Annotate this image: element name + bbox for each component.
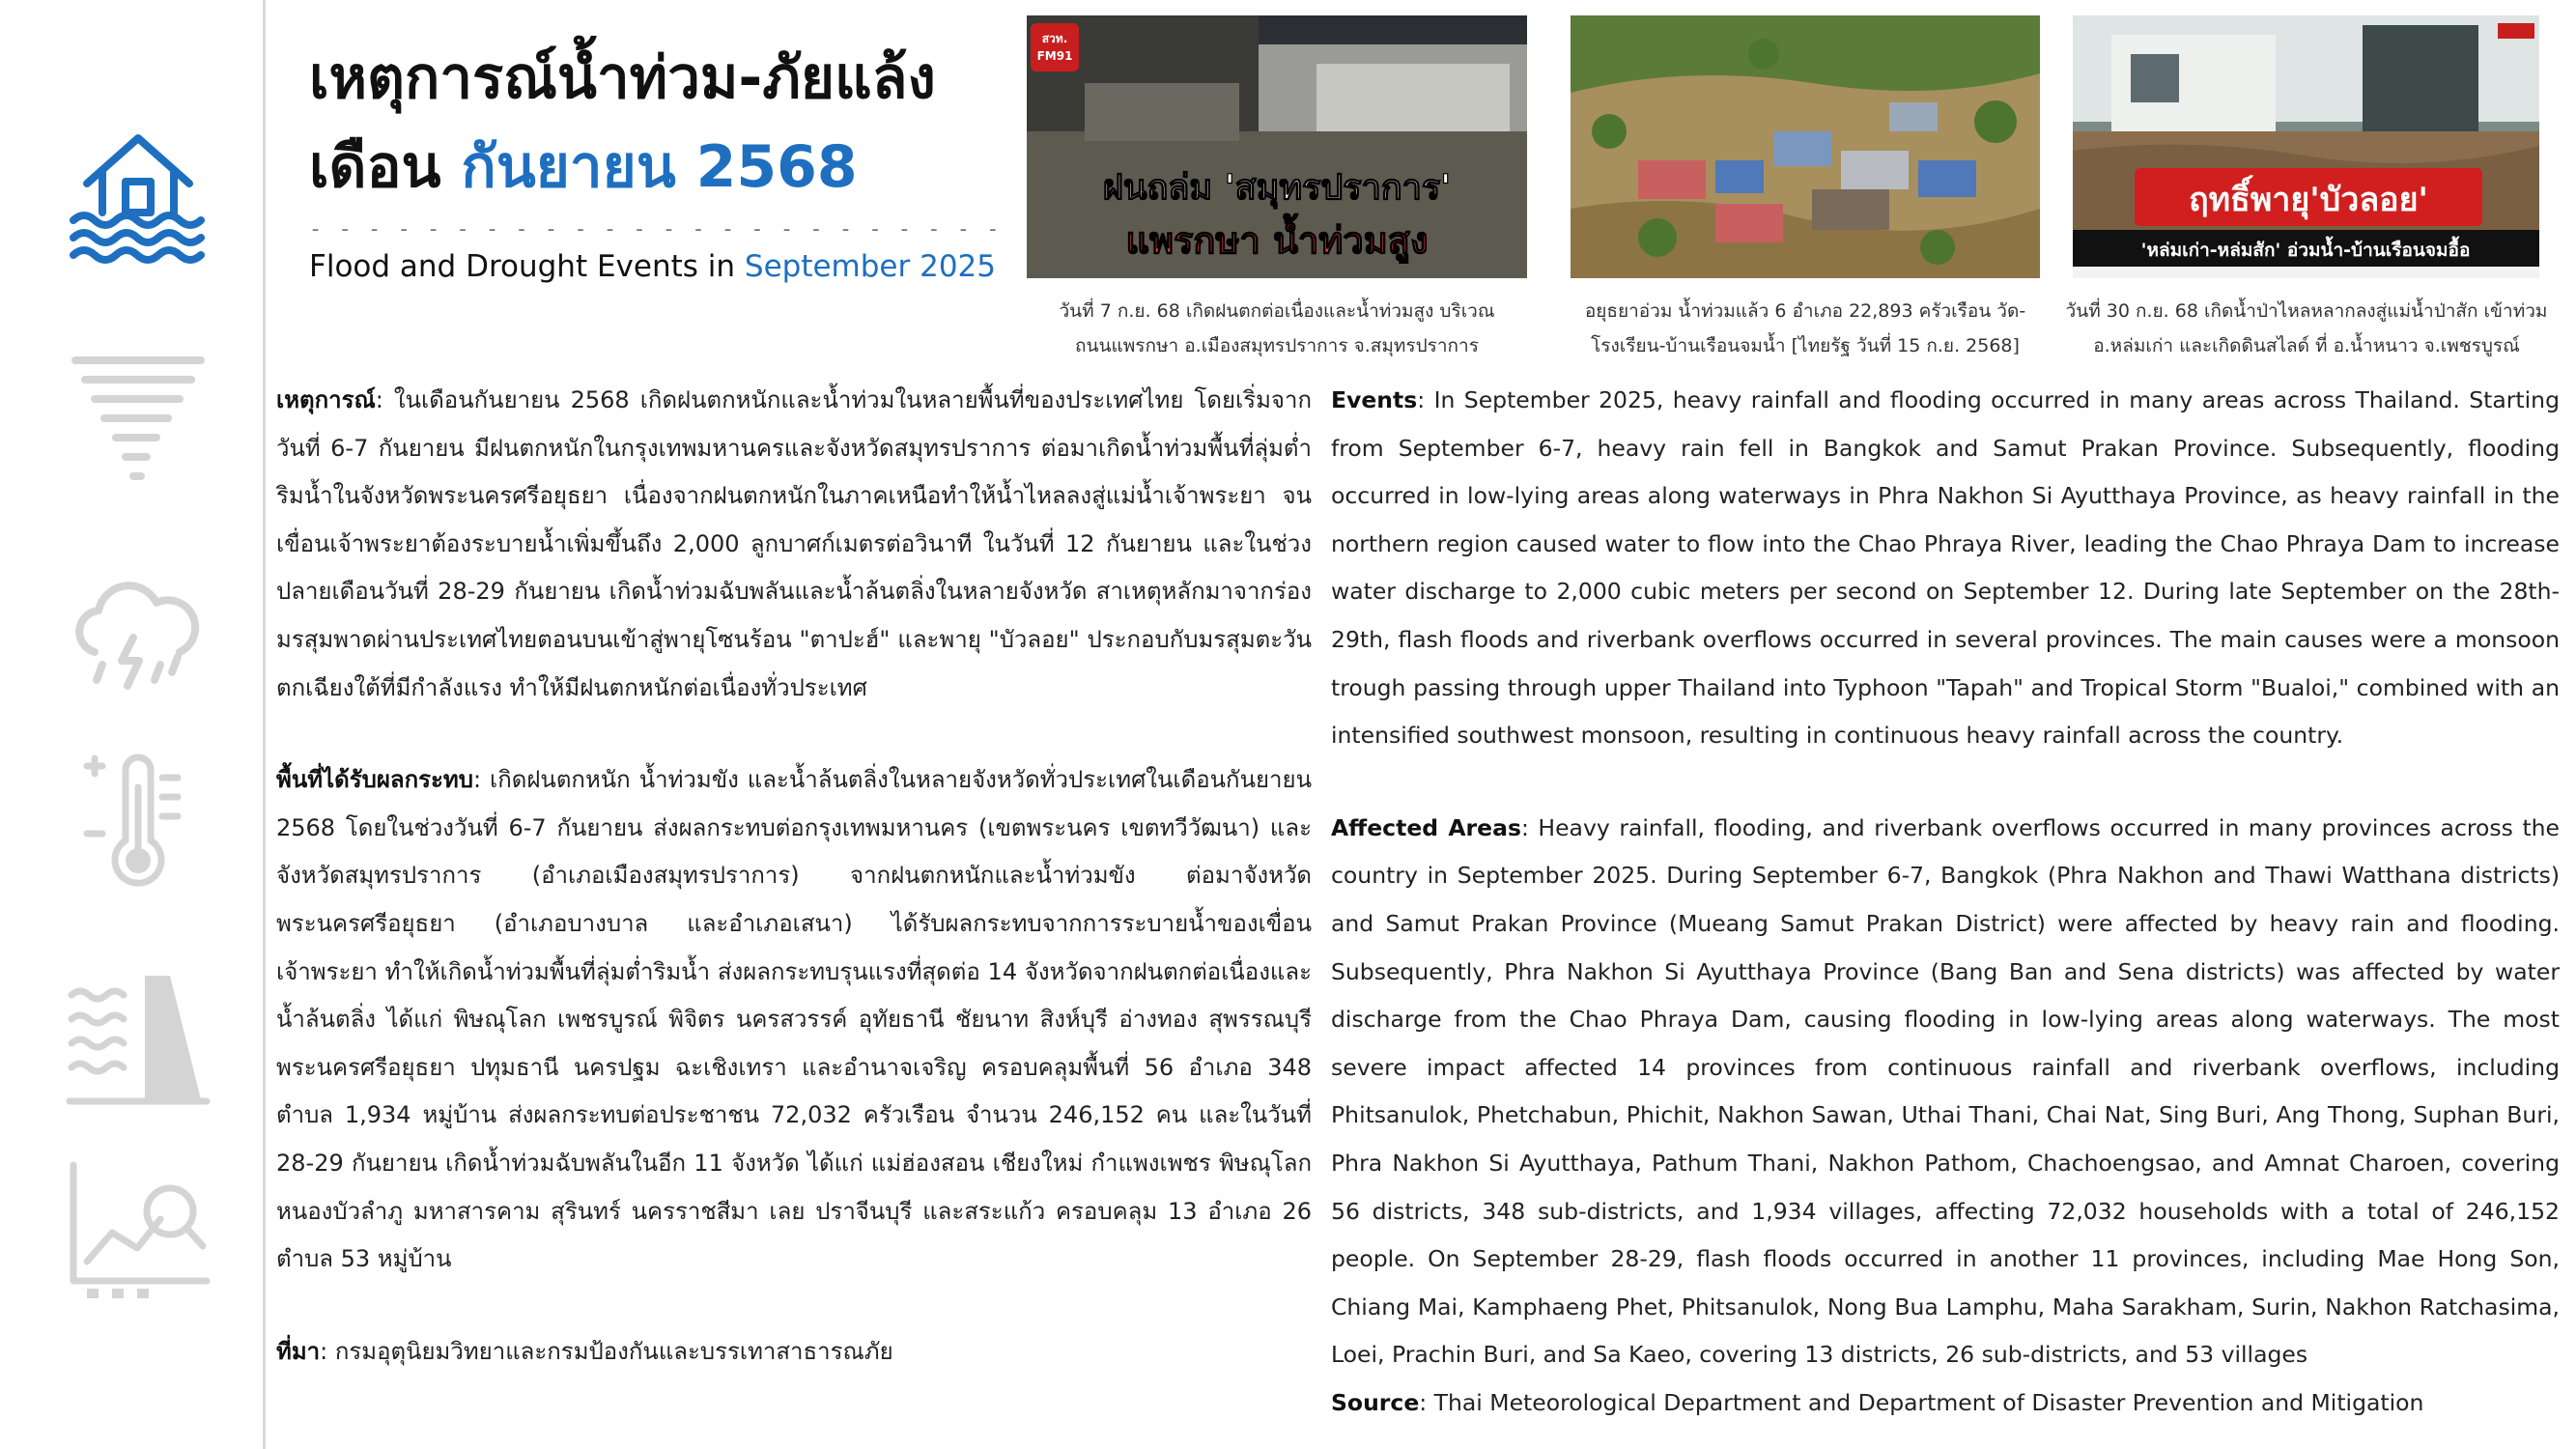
caption-line: ถนนแพรกษา อ.เมืองสมุทรปราการ จ.สมุทรปราการ [1075, 335, 1479, 356]
page-subtitle [309, 249, 1005, 284]
thai-events-text: : ในเดือนกันยายน 2568 เกิดฝนตกหนักและน้ำท่วมในหลายพื้นที่ของประเทศไทย โดยเริ่มจากวันที่ 6-7 กันยายน มีฝนตกหนักในกรุงเทพมหานครและจังหวัดสมุทรปราการ ต่อมาเกิดน้ำท่วมพื้นที่ลุ่มต่ำริมน้ำในจังหวัดพระนครศรีอยุธยา เนื่องจากฝนตกหนักในภาคเหนือทำให้น้ำไหลลงสู่แม่น้ำเจ้าพระยา จนเขื่อนเจ้าพระยาต้องระบายน้ำเพิ่มขึ้นถึง 2,000 ลูกบาศก์เมตรต่อวินาที ในวันที่ 12 กันยายน และในช่วงปลายเดือนวันที่ 28-29 กันยายน เกิดน้ำท่วมฉับพลันและน้ำล้นตลิ่งในหลายจังหวัด สาเหตุหลักมาจากร่องมรสุมพาดผ่านประเทศไทยตอนบนเข้าสู่พายุโซนร้อน "ตาปะฮ์" และพายุ "บัวลอย" ประกอบกับมรสุมตะวันตกเฉียงใต้ที่มีกำลังแรง ทำให้มีฝนตกหนักต่อเนื่องทั่วประเทศ [276, 386, 1312, 701]
sidebar-divider [263, 0, 266, 1449]
photo-1[interactable] [1027, 15, 1527, 278]
photo-caption-2 [1571, 294, 2040, 363]
aerial-flood-village-image [1571, 15, 2040, 278]
photo-headline: ฤทธิ์พายุ'บัวลอย' [2189, 181, 2428, 219]
thai-source-label: ที่มา [276, 1337, 321, 1365]
english-affected-label: Affected Areas [1331, 813, 1521, 841]
thai-source-text: : กรมอุตุนิยมวิทยาและกรมป้องกันและบรรเทาสาธารณภัย [320, 1337, 893, 1365]
thermometer-icon[interactable] [66, 749, 211, 894]
badge-line: สวท. [1041, 32, 1068, 45]
page-title-line1: เหตุการณ์น้ำท่วม-ภัยแล้ง [309, 44, 936, 112]
subtitle-accent: September 2025 [744, 249, 997, 284]
title-block [309, 34, 1005, 284]
title-prefix: เดือน [309, 133, 462, 201]
english-events-text: : In September 2025, heavy rainfall and flooding occurred in many areas across Thailand. Starting from September 6-7, heavy rain fell in Bangkok and Samut Prakan Province. Subsequently, flooding occurred in low-lying areas along waterways in Phra Nakhon Si Ayutthaya Province, as heavy rainfall in the northern region caused water to flow into the Chao Phraya River, leading the Chao Phraya Dam to increase water discharge to 2,000 cubic meters per second on September 12. During late September on the 28th-29th, flash floods and riverbank overflows occurred in several provinces. The main causes were a monsoon trough passing through upper Thailand into Typhoon "Tapah" and Tropical Storm "Bualoi," combined with an intensified southwest monsoon, resulting in continuous heavy rainfall across the country. [1331, 386, 2560, 750]
page-title-line2 [309, 123, 1005, 212]
photo-headline: ฝนถล่ม 'สมุทรปราการ' [1102, 168, 1452, 208]
thai-events-paragraph [276, 377, 1312, 712]
data-analysis-icon[interactable] [66, 1159, 211, 1304]
photo-2[interactable] [1571, 15, 2040, 278]
badge-line: FM91 [1036, 49, 1073, 63]
caption-line: วันที่ 30 ก.ย. 68 เกิดน้ำป่าไหลหลากลงสู่แม่น้ำป่าสัก เข้าท่วม [2065, 300, 2548, 322]
caption-line: โรงเรียน-บ้านเรือนจมน้ำ [ไทยรัฐ วันที่ 15 ก.ย. 2568] [1591, 335, 2020, 356]
flooded-house-image [2073, 15, 2539, 278]
flood-night-street-image [1027, 15, 1527, 278]
tornado-icon[interactable] [66, 343, 211, 488]
photo-caption-3 [2055, 294, 2558, 363]
photo-3[interactable] [2073, 15, 2539, 278]
storm-cloud-icon[interactable] [66, 560, 211, 705]
thai-events-label: เหตุการณ์ [276, 386, 376, 413]
thai-affected-paragraph [276, 756, 1312, 1284]
photo-caption-1 [1027, 294, 1527, 363]
subtitle-prefix: Flood and Drought Events in [309, 249, 745, 284]
sidebar [0, 0, 263, 1449]
thai-affected-text: : เกิดฝนตกหนัก น้ำท่วมขัง และน้ำล้นตลิ่งในหลายจังหวัดทั่วประเทศในเดือนกันยายน 2568 โดยในช่วงวันที่ 6-7 กันยายน ส่งผลกระทบต่อกรุงเทพมหานคร (เขตพระนคร เขตทวีวัฒนา) และจังหวัดสมุทรปราการ (อำเภอเมืองสมุทรปราการ) จากฝนตกหนักและน้ำท่วมขัง ต่อมาจังหวัดพระนครศรีอยุธยา (อำเภอบางบาล และอำเภอเสนา) ได้รับผลกระทบจากการระบายน้ำของเขื่อนเจ้าพระยา ทำให้เกิดน้ำท่วมพื้นที่ลุ่มต่ำริมน้ำ ส่งผลกระทบรุนแรงที่สุดต่อ 14 จังหวัดจากฝนตกต่อเนื่องและน้ำล้นตลิ่ง ได้แก่ พิษณุโลก เพชรบูรณ์ พิจิตร นครสวรรค์ อุทัยธานี ชัยนาท สิงห์บุรี อ่างทอง สุพรรณบุรี พระนครศรีอยุธยา ปทุมธานี นครปฐม ฉะเชิงเทรา และอำนาจเจริญ ครอบคลุมพื้นที่ 56 อำเภอ 348 ตำบล 1,934 หมู่บ้าน ส่งผลกระทบต่อประชาชน 72,032 ครัวเรือน จำนวน 246,152 คน และในวันที่ 28-29 กันยายน เกิดน้ำท่วมฉับพลันในอีก 11 จังหวัด ได้แก่ แม่ฮ่องสอน เชียงใหม่ กำแพงเพชร พิษณุโลก หนองบัวลำภู มหาสารคาม สุรินทร์ นครราชสีมา เลย ปราจีนบุรี และสระแก้ว ครอบคลุม 13 อำเภอ 26 ตำบล 53 หมู่บ้าน [276, 766, 1312, 1273]
english-source-label: Source [1331, 1388, 1420, 1416]
thai-column [276, 377, 1312, 1376]
english-source-text: : Thai Meteorological Department and Department of Disaster Prevention and Mitigation [1419, 1388, 2424, 1416]
caption-line: อยุธยาอ่วม น้ำท่วมแล้ว 6 อำเภอ 22,893 ครัวเรือน วัด- [1584, 300, 2026, 322]
thai-affected-label: พื้นที่ได้รับผลกระทบ [276, 766, 473, 794]
caption-line: วันที่ 7 ก.ย. 68 เกิดฝนตกต่อเนื่องและน้ำท่วมสูง บริเวณ [1059, 300, 1495, 322]
english-events-label: Events [1331, 386, 1418, 413]
fm91-badge [1031, 23, 1079, 71]
flood-house-icon[interactable] [66, 124, 211, 269]
photo-headline: แพรกษา น้ำท่วมสูง [1125, 219, 1429, 262]
english-column [1331, 377, 2560, 1427]
english-affected-text: : Heavy rainfall, flooding, and riverbank overflows occurred in many provinces across the country in September 2025. During September 6-7, Bangkok (Phra Nakhon and Thawi Watthana districts) and Samut Prakan Province (Mueang Samut Prakan District) were affected by heavy rain and flooding. Subsequently, Phra Nakhon Si Ayutthaya Province (Bang Ban and Sena districts) was affected by water discharge from the Chao Phraya Dam, causing flooding in low-lying areas along waterways. The most severe impact affected 14 provinces from continuous rainfall and riverbank overflows, including Phitsanulok, Phetchabun, Phichit, Nakhon Sawan, Uthai Thani, Chai Nat, Sing Buri, Ang Thong, Suphan Buri, Phra Nakhon Si Ayutthaya, Pathum Thani, Nakhon Pathom, Chachoengsao, and Amnat Charoen, covering 56 districts, 348 sub-districts, and 1,934 villages, affecting 72,032 households with a total of 246,152 people. On September 28-29, flash floods occurred in another 11 provinces, including Mae Hong Son, Chiang Mai, Kamphaeng Phet, Phitsanulok, Nong Bua Lamphu, Maha Sarakham, Surin, Nakhon Ratchasima, Loei, Prachin Buri, and Sa Kaeo, covering 13 districts, 26 sub-districts, and 53 villages [1331, 813, 2561, 1369]
title-accent: กันยายน 2568 [461, 133, 858, 201]
caption-line: อ.หล่มเก่า และเกิดดินสไลด์ ที่ อ.น้ำหนาว จ.เพชรบูรณ์ [2093, 335, 2520, 356]
english-source-paragraph [1331, 1379, 2560, 1428]
title-divider: - - - - - - - - - - - - - - - - - - - - - - - - [309, 217, 1002, 242]
dam-icon[interactable] [66, 966, 211, 1111]
channel-logo [2498, 23, 2534, 39]
english-affected-paragraph [1331, 805, 2560, 1379]
thai-source-paragraph [276, 1328, 1312, 1377]
photo-subheadline: 'หล่มเก่า-หล่มสัก' อ่วมน้ำ-บ้านเรือนจมอื้อ [2140, 240, 2471, 261]
english-events-paragraph [1331, 377, 2560, 760]
